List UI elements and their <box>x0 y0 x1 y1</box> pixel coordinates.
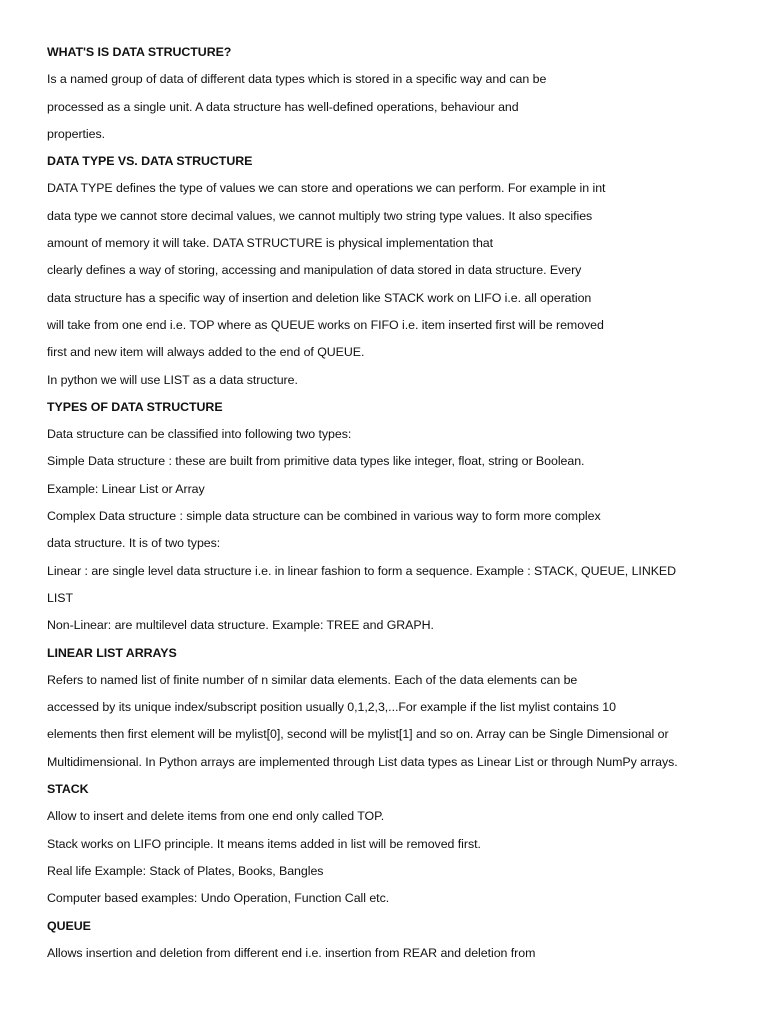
text-line: In python we will use LIST as a data structure. <box>47 372 298 387</box>
text-line: Allows insertion and deletion from different end i.e. insertion from REAR and deletion from <box>47 945 536 960</box>
text-line: Linear : are single level data structure i.e. in linear fashion to form a sequence. Example : STACK, QUEUE, LINKED <box>47 563 677 578</box>
text-line: Is a named group of data of different data types which is stored in a specific way and can be <box>47 72 547 87</box>
section-heading: DATA TYPE VS. DATA STRUCTURE <box>47 154 253 169</box>
document-page <box>47 42 747 970</box>
text-line: Stack works on LIFO principle. It means items added in list will be removed first. <box>47 836 481 851</box>
text-line: Non-Linear: are multilevel data structure. Example: TREE and GRAPH. <box>47 618 434 633</box>
text-line: amount of memory it will take. DATA STRUCTURE is physical implementation that <box>47 236 494 251</box>
text-line: data structure has a specific way of insertion and deletion like STACK work on LIFO i.e. all operation <box>47 290 592 305</box>
text-line: DATA TYPE defines the type of values we can store and operations we can perform. For example in int <box>47 181 606 196</box>
section-heading: TYPES OF DATA STRUCTURE <box>47 399 223 414</box>
text-line: Computer based examples: Undo Operation, Function Call etc. <box>47 891 390 906</box>
text-line: elements then first element will be mylist[0], second will be mylist[1] and so on. Array can be Single Dimensional or <box>47 727 669 742</box>
text-line: data structure. It is of two types: <box>47 536 221 551</box>
section-heading: STACK <box>47 782 89 797</box>
text-line: data type we cannot store decimal values, we cannot multiply two string type values. It also specifies <box>47 208 593 223</box>
text-line: processed as a single unit. A data structure has well-defined operations, behaviour and <box>47 99 519 114</box>
text-line: LIST <box>47 590 73 605</box>
section-heading: WHAT'S IS DATA STRUCTURE? <box>47 45 232 59</box>
text-line: Refers to named list of finite number of n similar data elements. Each of the data elements can be <box>47 672 578 687</box>
text-line: Complex Data structure : simple data structure can be combined in various way to form more complex <box>47 509 601 524</box>
text-line: first and new item will always added to the end of QUEUE. <box>47 345 365 360</box>
text-line: clearly defines a way of storing, accessing and manipulation of data stored in data structure. Every <box>47 263 582 278</box>
text-line: Multidimensional. In Python arrays are implemented through List data types as Linear List or through NumPy arrays. <box>47 754 678 769</box>
text-line: properties. <box>47 126 105 141</box>
text-line: will take from one end i.e. TOP where as QUEUE works on FIFO i.e. item inserted first will be removed <box>47 317 604 332</box>
text-line: Real life Example: Stack of Plates, Books, Bangles <box>47 863 324 878</box>
text-line: accessed by its unique index/subscript position usually 0,1,2,3,...For example if the list mylist contains 10 <box>47 700 616 715</box>
text-line: Example: Linear List or Array <box>47 481 205 496</box>
section-heading: LINEAR LIST ARRAYS <box>47 645 177 660</box>
text-line: Simple Data structure : these are built from primitive data types like integer, float, string or Boolean. <box>47 454 585 469</box>
text-line: Data structure can be classified into following two types: <box>47 427 352 442</box>
text-line: Allow to insert and delete items from one end only called TOP. <box>47 809 385 824</box>
section-heading: QUEUE <box>47 918 91 933</box>
